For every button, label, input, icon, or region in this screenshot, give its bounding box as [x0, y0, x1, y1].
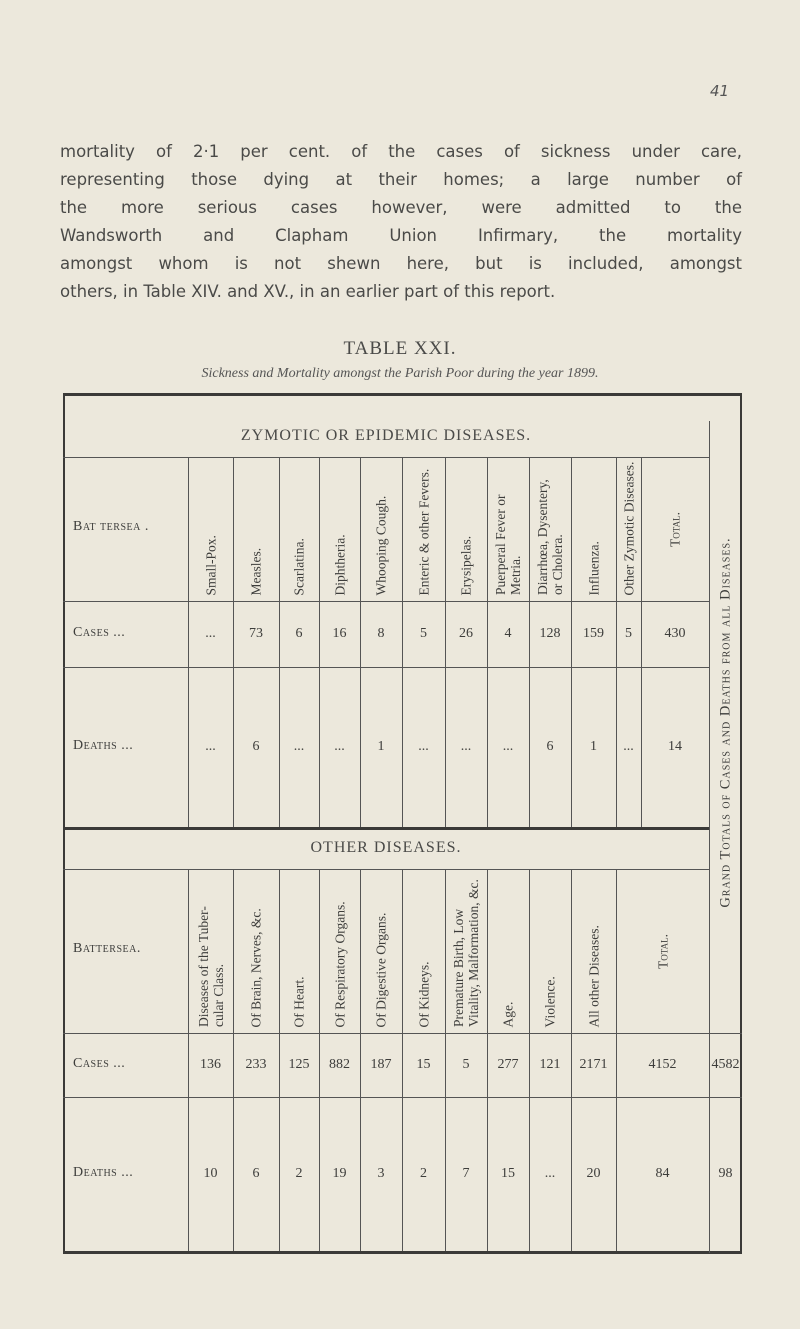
column-header-line: Of Respiratory Organs.: [332, 900, 347, 1027]
other-column-header: [292, 875, 307, 1027]
intro-line: the more serious cases however, were admitted to the: [60, 198, 742, 217]
other-column-header: [332, 875, 347, 1027]
zymotic-row-label: Cases ...: [73, 625, 126, 640]
zymotic-cell: 73: [249, 626, 263, 641]
column-header-line: Metria.: [508, 555, 523, 595]
zymotic-column-header: [416, 463, 431, 595]
other-cell: 136: [200, 1057, 221, 1072]
zymotic-cell: 5: [625, 626, 632, 641]
column-header-line: Premature Birth, Low: [451, 908, 466, 1027]
rule-line: [571, 457, 572, 827]
other-cell: 2: [420, 1166, 427, 1181]
other-column-header: [655, 875, 670, 1027]
other-cell: 5: [462, 1057, 470, 1072]
column-header-line: Scarlatina.: [291, 537, 307, 595]
zymotic-column-header: [586, 463, 601, 595]
other-cell: 3: [377, 1166, 385, 1181]
column-header-line: Influenza.: [586, 540, 601, 595]
column-header-line: Enteric & other Fevers.: [416, 468, 431, 595]
column-header-line: Diseases of the Tuber-: [195, 906, 211, 1027]
zymotic-column-header: [332, 463, 347, 595]
other-cell: 15: [501, 1166, 515, 1181]
rule-line: [529, 457, 530, 827]
other-column-header: [586, 875, 601, 1027]
intro-paragraph: [60, 138, 742, 306]
other-district-label: Battersea.: [73, 941, 141, 956]
other-column-header: [416, 875, 431, 1027]
intro-line: representing those dying at their homes; a large number of: [60, 170, 742, 189]
column-header-line: Total.: [655, 933, 670, 969]
zymotic-cell: 159: [583, 626, 604, 641]
zymotic-column-header: [374, 463, 389, 595]
rule-line: [641, 457, 642, 827]
column-header-line: Other Zymotic Diseases.: [621, 461, 636, 595]
rule-line: [360, 457, 361, 827]
rule-line: [402, 457, 403, 827]
intro-line: Wandsworth and Clapham Union Infirmary, the mortality: [60, 226, 742, 245]
rule-line: [63, 393, 65, 1253]
rule-line: [63, 869, 709, 870]
other-row-label: Deaths ...: [73, 1165, 134, 1180]
other-cell: 6: [252, 1166, 260, 1181]
rule-line: [63, 667, 709, 668]
column-header-line: Of Heart.: [291, 976, 307, 1027]
column-header-line: Total.: [667, 511, 683, 547]
zymotic-column-header: [249, 463, 264, 595]
zymotic-cell: 4: [504, 626, 512, 641]
table-title: TABLE XXI.: [343, 338, 457, 359]
zymotic-cell: ...: [502, 739, 514, 754]
intro-line: others, in Table XIV. and XV., in an earlier part of this report.: [60, 282, 556, 301]
zymotic-cell: 128: [539, 626, 561, 641]
zymotic-column-header: [459, 463, 474, 595]
sickness-mortality-table: [63, 393, 742, 1253]
grand-total-cell: 98: [718, 1166, 733, 1181]
zymotic-cell: 6: [546, 739, 554, 754]
other-row-label: Cases ...: [73, 1056, 126, 1071]
rule-line: [709, 421, 710, 1253]
zymotic-cell: 26: [459, 626, 473, 641]
zymotic-cell: 5: [420, 626, 427, 641]
intro-line: mortality of 2·1 per cent. of the cases of sickness under care,: [60, 142, 742, 161]
rule-line: [63, 393, 742, 396]
intro-line: amongst whom is not shewn here, but is included, amongst: [60, 254, 742, 273]
other-cell: 2171: [579, 1057, 608, 1072]
other-cell: 84: [655, 1166, 670, 1181]
column-header-line: Diarrhœa, Dysentery,: [535, 479, 550, 595]
column-header-line: Age.: [500, 1001, 516, 1027]
zymotic-cell: ...: [334, 739, 345, 754]
zymotic-cell: 430: [664, 626, 686, 641]
zymotic-column-header: [535, 463, 565, 595]
zymotic-cell: 1: [377, 739, 385, 754]
rule-line: [487, 457, 488, 827]
column-header-line: Of Digestive Organs.: [373, 912, 389, 1027]
other-cell: 19: [332, 1166, 347, 1181]
column-header-line: or Cholera.: [550, 534, 565, 595]
zymotic-column-header: [203, 463, 218, 595]
zymotic-cell: ...: [418, 739, 429, 754]
column-header-line: Measles.: [248, 547, 264, 595]
other-cell: 4152: [648, 1057, 677, 1072]
grand-totals-header: Grand Totals of Cases and Deaths from all Diseases.: [717, 537, 733, 908]
zymotic-column-header: [292, 463, 307, 595]
column-header-line: All other Diseases.: [586, 924, 601, 1027]
other-cell: 882: [329, 1057, 350, 1072]
rule-line: [445, 457, 446, 827]
zymotic-cell: 16: [332, 626, 347, 641]
zymotic-cell: ...: [623, 739, 634, 754]
zymotic-cell: ...: [293, 739, 305, 754]
other-column-header: [374, 875, 389, 1027]
other-cell: 277: [497, 1057, 519, 1072]
zymotic-column-header: [668, 463, 683, 595]
other-cell: 121: [539, 1057, 561, 1072]
other-column-header: [501, 875, 516, 1027]
zymotic-cell: ...: [205, 626, 216, 641]
zymotic-district-label: Bat tersea .: [73, 519, 149, 534]
other-section-title: OTHER DISEASES.: [310, 839, 462, 856]
zymotic-cell: ...: [205, 739, 216, 754]
page-number: 41: [710, 82, 730, 100]
zymotic-column-header: [621, 463, 636, 595]
other-cell: 10: [203, 1166, 218, 1181]
other-cell: 233: [245, 1057, 267, 1072]
other-cell: 187: [370, 1057, 392, 1072]
other-cell: 7: [462, 1166, 470, 1181]
rule-line: [63, 457, 709, 458]
column-header-line: Violence.: [542, 975, 558, 1027]
rule-line: [616, 457, 617, 827]
zymotic-cell: 6: [295, 626, 303, 641]
other-column-header: [543, 875, 558, 1027]
column-header-line: Diphtheria.: [332, 533, 347, 595]
rule-line: [63, 601, 709, 602]
rule-line: [279, 457, 280, 827]
rule-line: [63, 1251, 742, 1254]
column-header-line: cular Class.: [210, 964, 226, 1027]
other-column-header: [196, 875, 226, 1027]
column-header-line: Small-Pox.: [203, 534, 218, 595]
zymotic-cell: ...: [460, 739, 472, 754]
other-column-header: [249, 875, 264, 1027]
grand-total-cell: 4582: [711, 1057, 740, 1072]
other-column-header: [451, 875, 481, 1027]
rule-line: [63, 827, 709, 830]
zymotic-cell: 8: [377, 626, 385, 641]
zymotic-section-title: ZYMOTIC OR EPIDEMIC DISEASES.: [240, 427, 532, 444]
other-cell: ...: [544, 1166, 556, 1181]
other-cell: 125: [288, 1057, 310, 1072]
column-header-line: Erysipelas.: [458, 535, 474, 595]
rule-line: [188, 457, 189, 827]
rule-line: [319, 457, 320, 827]
other-cell: 20: [586, 1166, 601, 1181]
other-cell: 2: [295, 1166, 303, 1181]
rule-line: [740, 393, 742, 1253]
column-header-line: Puerperal Fever or: [493, 494, 508, 595]
zymotic-column-header: [493, 463, 523, 595]
zymotic-cell: 6: [252, 739, 260, 754]
zymotic-cell: 1: [590, 739, 597, 754]
rule-line: [233, 457, 234, 827]
column-header-line: Of Brain, Nerves, &c.: [248, 907, 264, 1027]
zymotic-row-label: Deaths ...: [73, 738, 134, 753]
column-header-line: Of Kidneys.: [416, 961, 431, 1027]
other-cell: 15: [416, 1057, 431, 1072]
column-header-line: Whooping Cough.: [373, 495, 389, 595]
table-caption: Sickness and Mortality amongst the Parish Poor during the year 1899.: [201, 366, 599, 381]
column-header-line: Vitality, Malformation, &c.: [466, 879, 481, 1027]
zymotic-cell: 14: [668, 739, 682, 754]
